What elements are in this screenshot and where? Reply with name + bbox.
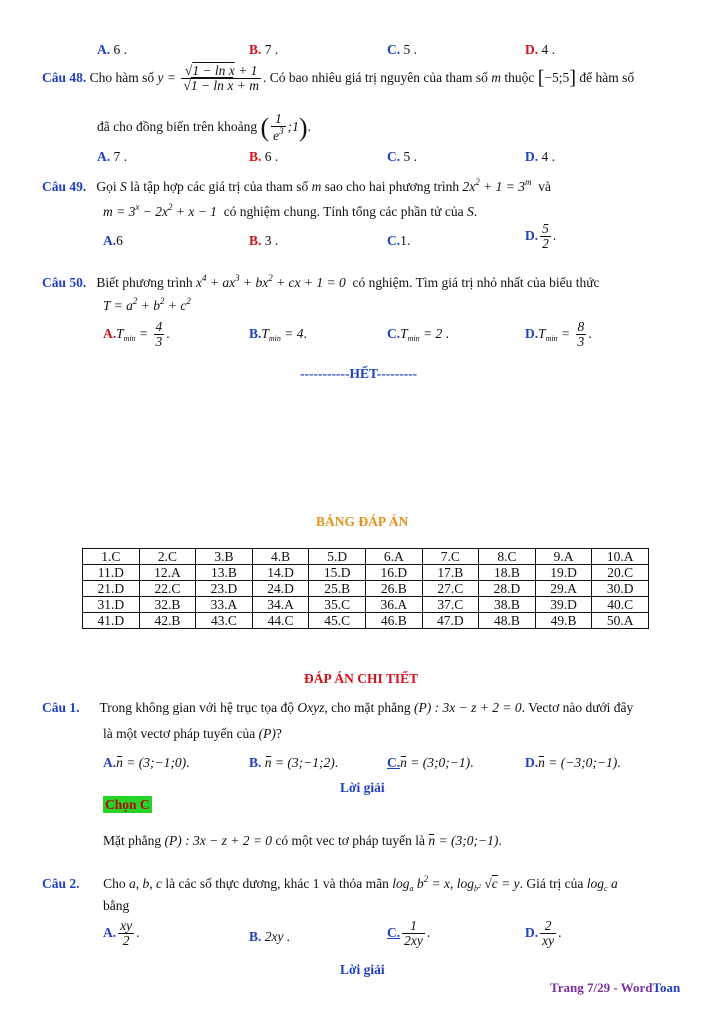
answer-row bbox=[83, 613, 649, 629]
answer-cell: 13.B bbox=[196, 565, 253, 581]
answer-cell: 37.C bbox=[422, 597, 479, 613]
c2-option-a: A. $\frac{xy}{2}$ . bbox=[103, 918, 140, 949]
q50-line2: $T = a^2 + b^2 + c^2$ bbox=[103, 296, 191, 313]
c2-option-d: D. $\frac{2}{xy}$ . bbox=[525, 918, 562, 949]
answer-cell: 41.D bbox=[83, 613, 140, 629]
answer-cell: 47.D bbox=[422, 613, 479, 629]
q48-label: Câu 48. bbox=[42, 69, 87, 85]
q50-option-c: $C.T_{min} = 2$ . bbox=[387, 326, 450, 343]
answer-cell: 2.C bbox=[139, 549, 196, 565]
answer-row bbox=[83, 597, 649, 613]
answer-cell: 49.B bbox=[535, 613, 592, 629]
answer-cell: 15.D bbox=[309, 565, 366, 581]
page-footer: Trang 7/29 - WordToan bbox=[550, 980, 681, 995]
answer-cell: 5.D bbox=[309, 549, 366, 565]
q48-option-a: A. 7 . bbox=[97, 149, 127, 164]
answer-cell: 19.D bbox=[535, 565, 592, 581]
answer-row bbox=[83, 565, 649, 581]
answer-cell: 4.B bbox=[252, 549, 309, 565]
c1-explanation: Mặt phẳng (P) : 3x − z + 2 = 0 có một vec tơ pháp tuyến là n = (3;0;−1). bbox=[103, 833, 502, 848]
answer-cell: 21.D bbox=[83, 581, 140, 597]
answer-cell: 6.A bbox=[365, 549, 422, 565]
q48-line2: đã cho đồng biến trên khoảng ( $\frac{1}{e^3}$ ;1). bbox=[97, 111, 311, 144]
answer-cell: 24.D bbox=[252, 581, 309, 597]
c2-option-c: C. $\frac{1}{2xy}$ . bbox=[387, 918, 431, 949]
c1-option-a: A.n = (3;−1;0). bbox=[103, 755, 190, 770]
q47-option-a: A. 6 . bbox=[97, 42, 127, 57]
c2-option-b: B. 2xy . bbox=[249, 929, 291, 944]
answer-cell: 9.A bbox=[535, 549, 592, 565]
answer-cell: 8.C bbox=[479, 549, 536, 565]
answer-cell: 44.C bbox=[252, 613, 309, 629]
q50-stem: Câu 50. Biết phương trình $x^4 + ax^3 + bx^2$ + cx + 1 = 0 có nghiệm. Tìm giá trị nhỏ nhất của biểu thức bbox=[42, 273, 600, 290]
c2-solution-heading: Lời giải bbox=[340, 962, 385, 977]
answer-cell: 45.C bbox=[309, 613, 366, 629]
q47-option-b: B. 7 . bbox=[249, 42, 279, 57]
answer-row bbox=[83, 581, 649, 597]
c1-option-b: B. n = (3;−1;2). bbox=[249, 755, 339, 770]
c1-solution-heading: Lời giải bbox=[340, 780, 385, 795]
c1-option-c: C.n = (3;0;−1). bbox=[387, 755, 474, 770]
answer-cell: 46.B bbox=[365, 613, 422, 629]
detail-title: ĐÁP ÁN CHI TIẾT bbox=[304, 671, 419, 686]
q49-option-a: A.6 bbox=[103, 233, 123, 248]
answer-cell: 36.A bbox=[365, 597, 422, 613]
q47-option-d: D. 4 . bbox=[525, 42, 555, 57]
q48-option-d: D. 4 . bbox=[525, 149, 555, 164]
c1-chosen: Chọn C bbox=[105, 797, 150, 812]
q50-option-d: $D.T_{min}$ = $\frac{8}{3}$ . bbox=[525, 319, 592, 350]
answer-cell: 23.D bbox=[196, 581, 253, 597]
answer-cell: 34.A bbox=[252, 597, 309, 613]
answer-cell: 43.C bbox=[196, 613, 253, 629]
c2-stem: Câu 2. Cho a, b, c là các số thực dương, khác 1 và thỏa mãn $\log_a b^2 = x$, $\log_{b^2} √c = y$. Giá trị của $\log_c a$ bbox=[42, 874, 618, 893]
answer-cell: 30.D bbox=[592, 581, 649, 597]
c1-stem: Câu 1. Trong không gian với hệ trục tọa độ Oxyz, cho mặt phẳng (P) : 3x − z + 2 = 0. Vectơ nào dưới đây bbox=[42, 700, 634, 715]
c1-line2: là một vectơ pháp tuyến của (P)? bbox=[103, 726, 282, 741]
answer-cell: 28.D bbox=[479, 581, 536, 597]
q50-option-b: $B.T_{min} = 4$. bbox=[249, 326, 307, 343]
answer-cell: 11.D bbox=[83, 565, 140, 581]
answer-table-title: BẢNG ĐÁP ÁN bbox=[316, 514, 409, 529]
answer-cell: 27.C bbox=[422, 581, 479, 597]
q49-option-d: D. $\frac{5}{2}$ . bbox=[525, 221, 557, 252]
answer-cell: 38.B bbox=[479, 597, 536, 613]
q48-stem: Câu 48. Cho hàm số y = $\frac{\text{√1 − ln x + 1}}{\text{√1 − ln x + m}}$ . Có bao nhiêu giá trị nguyên của tham số m thuộc [−5;5] để hàm số bbox=[42, 63, 635, 94]
answer-cell: 35.C bbox=[309, 597, 366, 613]
answer-cell: 33.A bbox=[196, 597, 253, 613]
answer-cell: 12.A bbox=[139, 565, 196, 581]
answer-cell: 42.B bbox=[139, 613, 196, 629]
q49-option-c: C.1. bbox=[387, 233, 411, 248]
answer-table bbox=[82, 548, 649, 629]
answer-cell: 3.B bbox=[196, 549, 253, 565]
q50-option-a: $A.T_{min}$ = $\frac{4}{3}$ . bbox=[103, 319, 170, 350]
answer-cell: 50.A bbox=[592, 613, 649, 629]
answer-cell: 31.D bbox=[83, 597, 140, 613]
answer-cell: 25.B bbox=[309, 581, 366, 597]
q49-line2: $m = 3^x - 2x^2 + x - 1$ có nghiệm chung. Tính tổng các phần tử của S. bbox=[103, 202, 478, 219]
q48-option-c: C. 5 . bbox=[387, 149, 417, 164]
answer-cell: 16.D bbox=[365, 565, 422, 581]
end-mark: -----------HẾT--------- bbox=[300, 366, 418, 381]
answer-cell: 40.C bbox=[592, 597, 649, 613]
q47-option-c: C. 5 . bbox=[387, 42, 417, 57]
q48-interval: ( $\frac{1}{e^3}$ ;1) bbox=[260, 111, 308, 144]
answer-cell: 48.B bbox=[479, 613, 536, 629]
answer-cell: 32.B bbox=[139, 597, 196, 613]
answer-row bbox=[83, 549, 649, 565]
answer-cell: 22.C bbox=[139, 581, 196, 597]
c2-line2: bằng bbox=[103, 898, 130, 913]
answer-cell: 39.D bbox=[535, 597, 592, 613]
answer-cell: 17.B bbox=[422, 565, 479, 581]
answer-cell: 20.C bbox=[592, 565, 649, 581]
answer-cell: 26.B bbox=[365, 581, 422, 597]
q48-option-b: B. 6 . bbox=[249, 149, 279, 164]
answer-cell: 10.A bbox=[592, 549, 649, 565]
q49-stem: Câu 49. Gọi S là tập hợp các giá trị của tham số m sao cho hai phương trình $2x^2 + 1 = 3^m$ và bbox=[42, 177, 552, 194]
answer-cell: 7.C bbox=[422, 549, 479, 565]
answer-cell: 29.A bbox=[535, 581, 592, 597]
answer-cell: 14.D bbox=[252, 565, 309, 581]
answer-cell: 18.B bbox=[479, 565, 536, 581]
c1-option-d: D.n = (−3;0;−1). bbox=[525, 755, 621, 770]
answer-cell: 1.C bbox=[83, 549, 140, 565]
q48-function: y = $\frac{\text{√1 − ln x + 1}}{\text{√1 − ln x + m}}$ bbox=[157, 63, 259, 94]
q49-option-b: B. 3 . bbox=[249, 233, 279, 248]
